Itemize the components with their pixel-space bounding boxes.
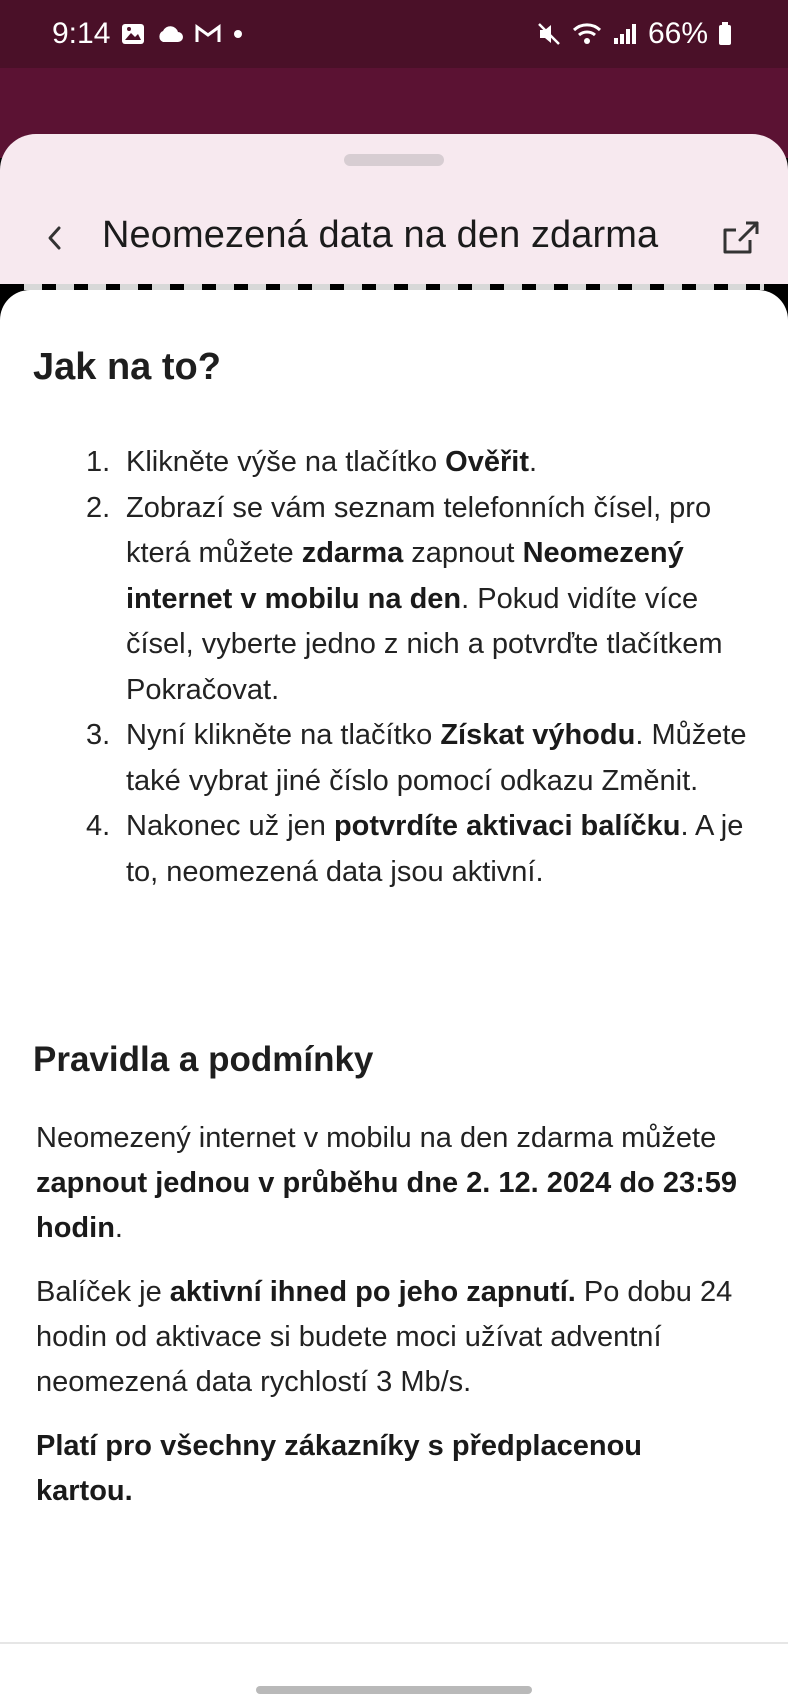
steps-list bbox=[86, 440, 766, 895]
signal-icon bbox=[612, 22, 638, 46]
step-item bbox=[86, 804, 766, 895]
mute-icon bbox=[536, 21, 562, 47]
back-button[interactable] bbox=[34, 218, 74, 258]
bold-text: zdarma bbox=[301, 537, 404, 569]
text-run: . Pokud vidíte více čísel, vyberte jedno z nich a potvrďte tlačítkem Pokračovat. bbox=[126, 582, 723, 706]
text-run: . bbox=[528, 446, 538, 478]
status-bar bbox=[0, 0, 788, 68]
step-text bbox=[126, 486, 766, 714]
text-run: Balíček je bbox=[36, 1276, 170, 1308]
bold-text: potvrdíte aktivaci balíčku bbox=[333, 810, 681, 842]
rules-paragraph-3 bbox=[36, 1424, 676, 1514]
bold-text: Získat výhodu bbox=[440, 719, 636, 751]
gmail-icon bbox=[194, 23, 222, 45]
step-number: 2. bbox=[86, 491, 111, 524]
text-run: Nyní klikněte na tlačítko bbox=[126, 719, 441, 751]
wifi-icon bbox=[572, 22, 602, 46]
status-time: 9:14 bbox=[52, 17, 111, 50]
step-number: 1. bbox=[86, 446, 111, 478]
bold-text: Platí pro všechny zákazníky s předplacenou kartou. bbox=[36, 1430, 642, 1507]
bold-text: Ověřit bbox=[445, 446, 529, 478]
rules-paragraph-1 bbox=[36, 1116, 756, 1251]
rules-paragraph-2 bbox=[36, 1270, 756, 1405]
status-right bbox=[536, 17, 732, 51]
status-left bbox=[52, 17, 244, 51]
text-run: zapnout bbox=[403, 537, 523, 569]
content-card bbox=[0, 290, 788, 1707]
chevron-left-icon bbox=[43, 223, 65, 253]
header-row bbox=[0, 204, 788, 274]
rules-heading: Pravidla a podmínky bbox=[33, 1040, 374, 1079]
share-icon bbox=[720, 218, 762, 258]
step-text bbox=[126, 713, 766, 804]
text-run: Zobrazí se vám seznam telefonních čísel, pro která můžete bbox=[126, 491, 712, 569]
bold-text: aktivní ihned po jeho zapnutí. bbox=[169, 1276, 576, 1308]
battery-icon bbox=[718, 22, 732, 46]
battery-percent: 66% bbox=[647, 17, 708, 50]
bottom-divider bbox=[0, 1642, 788, 1644]
text-run: Neomezený internet v mobilu na den zdarma můžete bbox=[36, 1122, 717, 1154]
step-item bbox=[86, 713, 766, 804]
text-run: . A je to, neomezená data jsou aktivní. bbox=[126, 810, 744, 888]
how-to-heading: Jak na to? bbox=[33, 346, 221, 388]
text-run: . Můžete také vybrat jiné číslo pomocí odkazu Změnit. bbox=[126, 719, 747, 797]
bold-text: zapnout jednou v průběhu dne 2. 12. 2024 do 23:59 hodin bbox=[36, 1167, 737, 1244]
cloud-icon bbox=[156, 23, 184, 45]
bold-text: Neomezený internet v mobilu na den bbox=[126, 537, 684, 615]
sheet-header bbox=[0, 134, 788, 284]
image-icon bbox=[120, 21, 146, 47]
page-title: Neomezená data na den zdarma bbox=[102, 214, 659, 256]
home-indicator[interactable] bbox=[256, 1686, 532, 1694]
step-number: 3. bbox=[86, 719, 111, 751]
text-run: Po dobu 24 hodin od aktivace si budete moci užívat adventní neomezená data rychlostí 3 Mb/s. bbox=[36, 1276, 733, 1398]
text-run: Klikněte výše na tlačítko bbox=[126, 446, 446, 478]
step-item bbox=[86, 486, 766, 714]
text-run: Nakonec už jen bbox=[126, 810, 334, 842]
step-text bbox=[126, 804, 766, 895]
text-run: . bbox=[114, 1212, 123, 1244]
drag-handle[interactable] bbox=[344, 154, 444, 166]
step-text bbox=[126, 440, 766, 486]
share-button[interactable] bbox=[716, 214, 766, 262]
step-item bbox=[86, 440, 766, 486]
dot-icon bbox=[232, 28, 244, 40]
step-number: 4. bbox=[86, 810, 111, 842]
